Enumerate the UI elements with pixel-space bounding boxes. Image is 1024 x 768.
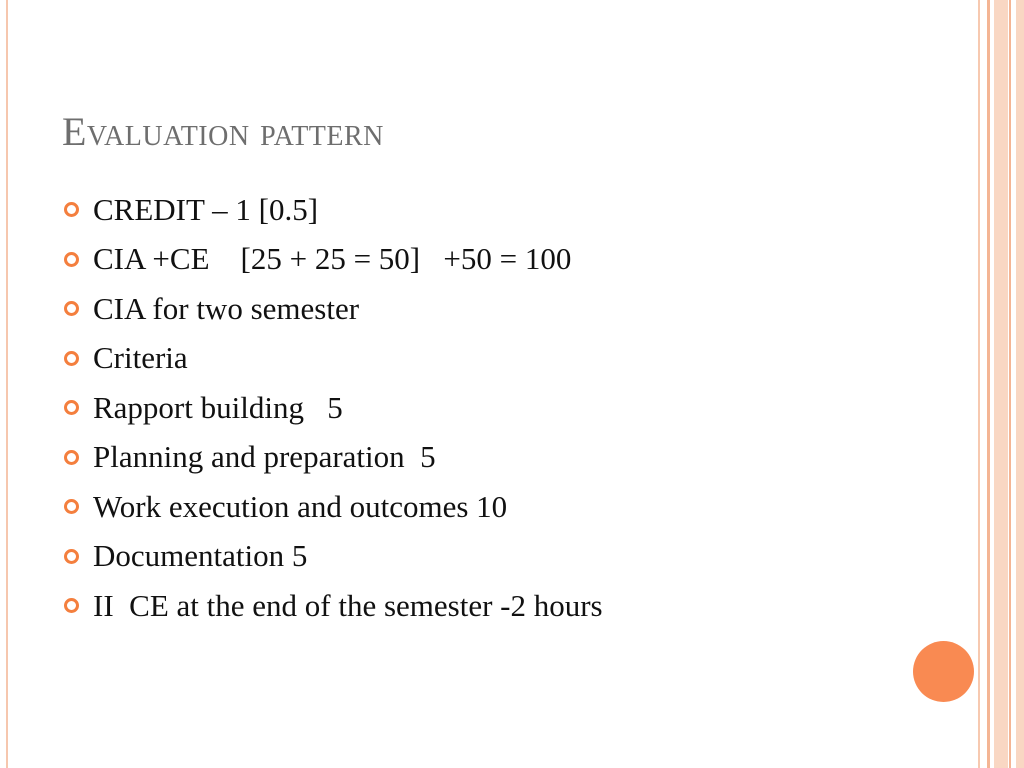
bullet-ring-icon	[64, 450, 79, 465]
bullet-item	[62, 235, 922, 285]
bullet-item	[62, 185, 922, 235]
bullet-item	[62, 334, 922, 384]
bullet-ring-icon	[64, 499, 79, 514]
bullet-item	[62, 383, 922, 433]
bullet-ring-icon	[64, 598, 79, 613]
right-decorative-stripes	[978, 0, 1024, 768]
bullet-item	[62, 433, 922, 483]
bullet-text: CIA for two semester	[93, 290, 360, 326]
bullet-text: II CE at the end of the semester -2 hours	[93, 587, 603, 623]
stripe	[994, 0, 1008, 768]
bullet-text: CREDIT – 1 [0.5]	[93, 191, 319, 227]
bullet-ring-icon	[64, 301, 79, 316]
bullet-text: Rapport building 5	[93, 389, 343, 425]
bullet-ring-icon	[64, 549, 79, 564]
bullet-text: Work execution and outcomes 10	[93, 488, 508, 524]
bullet-text: Criteria	[93, 340, 188, 376]
bullet-ring-icon	[64, 400, 79, 415]
bullet-text: CIA +CE [25 + 25 = 50] +50 = 100	[93, 241, 572, 277]
bullet-item	[62, 581, 922, 631]
bullet-text: Documentation 5	[93, 538, 308, 574]
bullet-ring-icon	[64, 202, 79, 217]
bullet-item	[62, 532, 922, 582]
stripe	[978, 0, 980, 768]
stripe	[1009, 0, 1011, 768]
bullet-ring-icon	[64, 252, 79, 267]
stripe	[987, 0, 990, 768]
slide-title: Evaluation pattern	[62, 109, 384, 154]
left-border-line	[6, 0, 8, 768]
bullet-item	[62, 284, 922, 334]
bullet-ring-icon	[64, 351, 79, 366]
stripe	[1016, 0, 1024, 768]
decorative-circle	[913, 641, 974, 702]
bullet-item	[62, 482, 922, 532]
bullet-text: Planning and preparation 5	[93, 439, 436, 475]
bullet-list	[62, 185, 922, 631]
